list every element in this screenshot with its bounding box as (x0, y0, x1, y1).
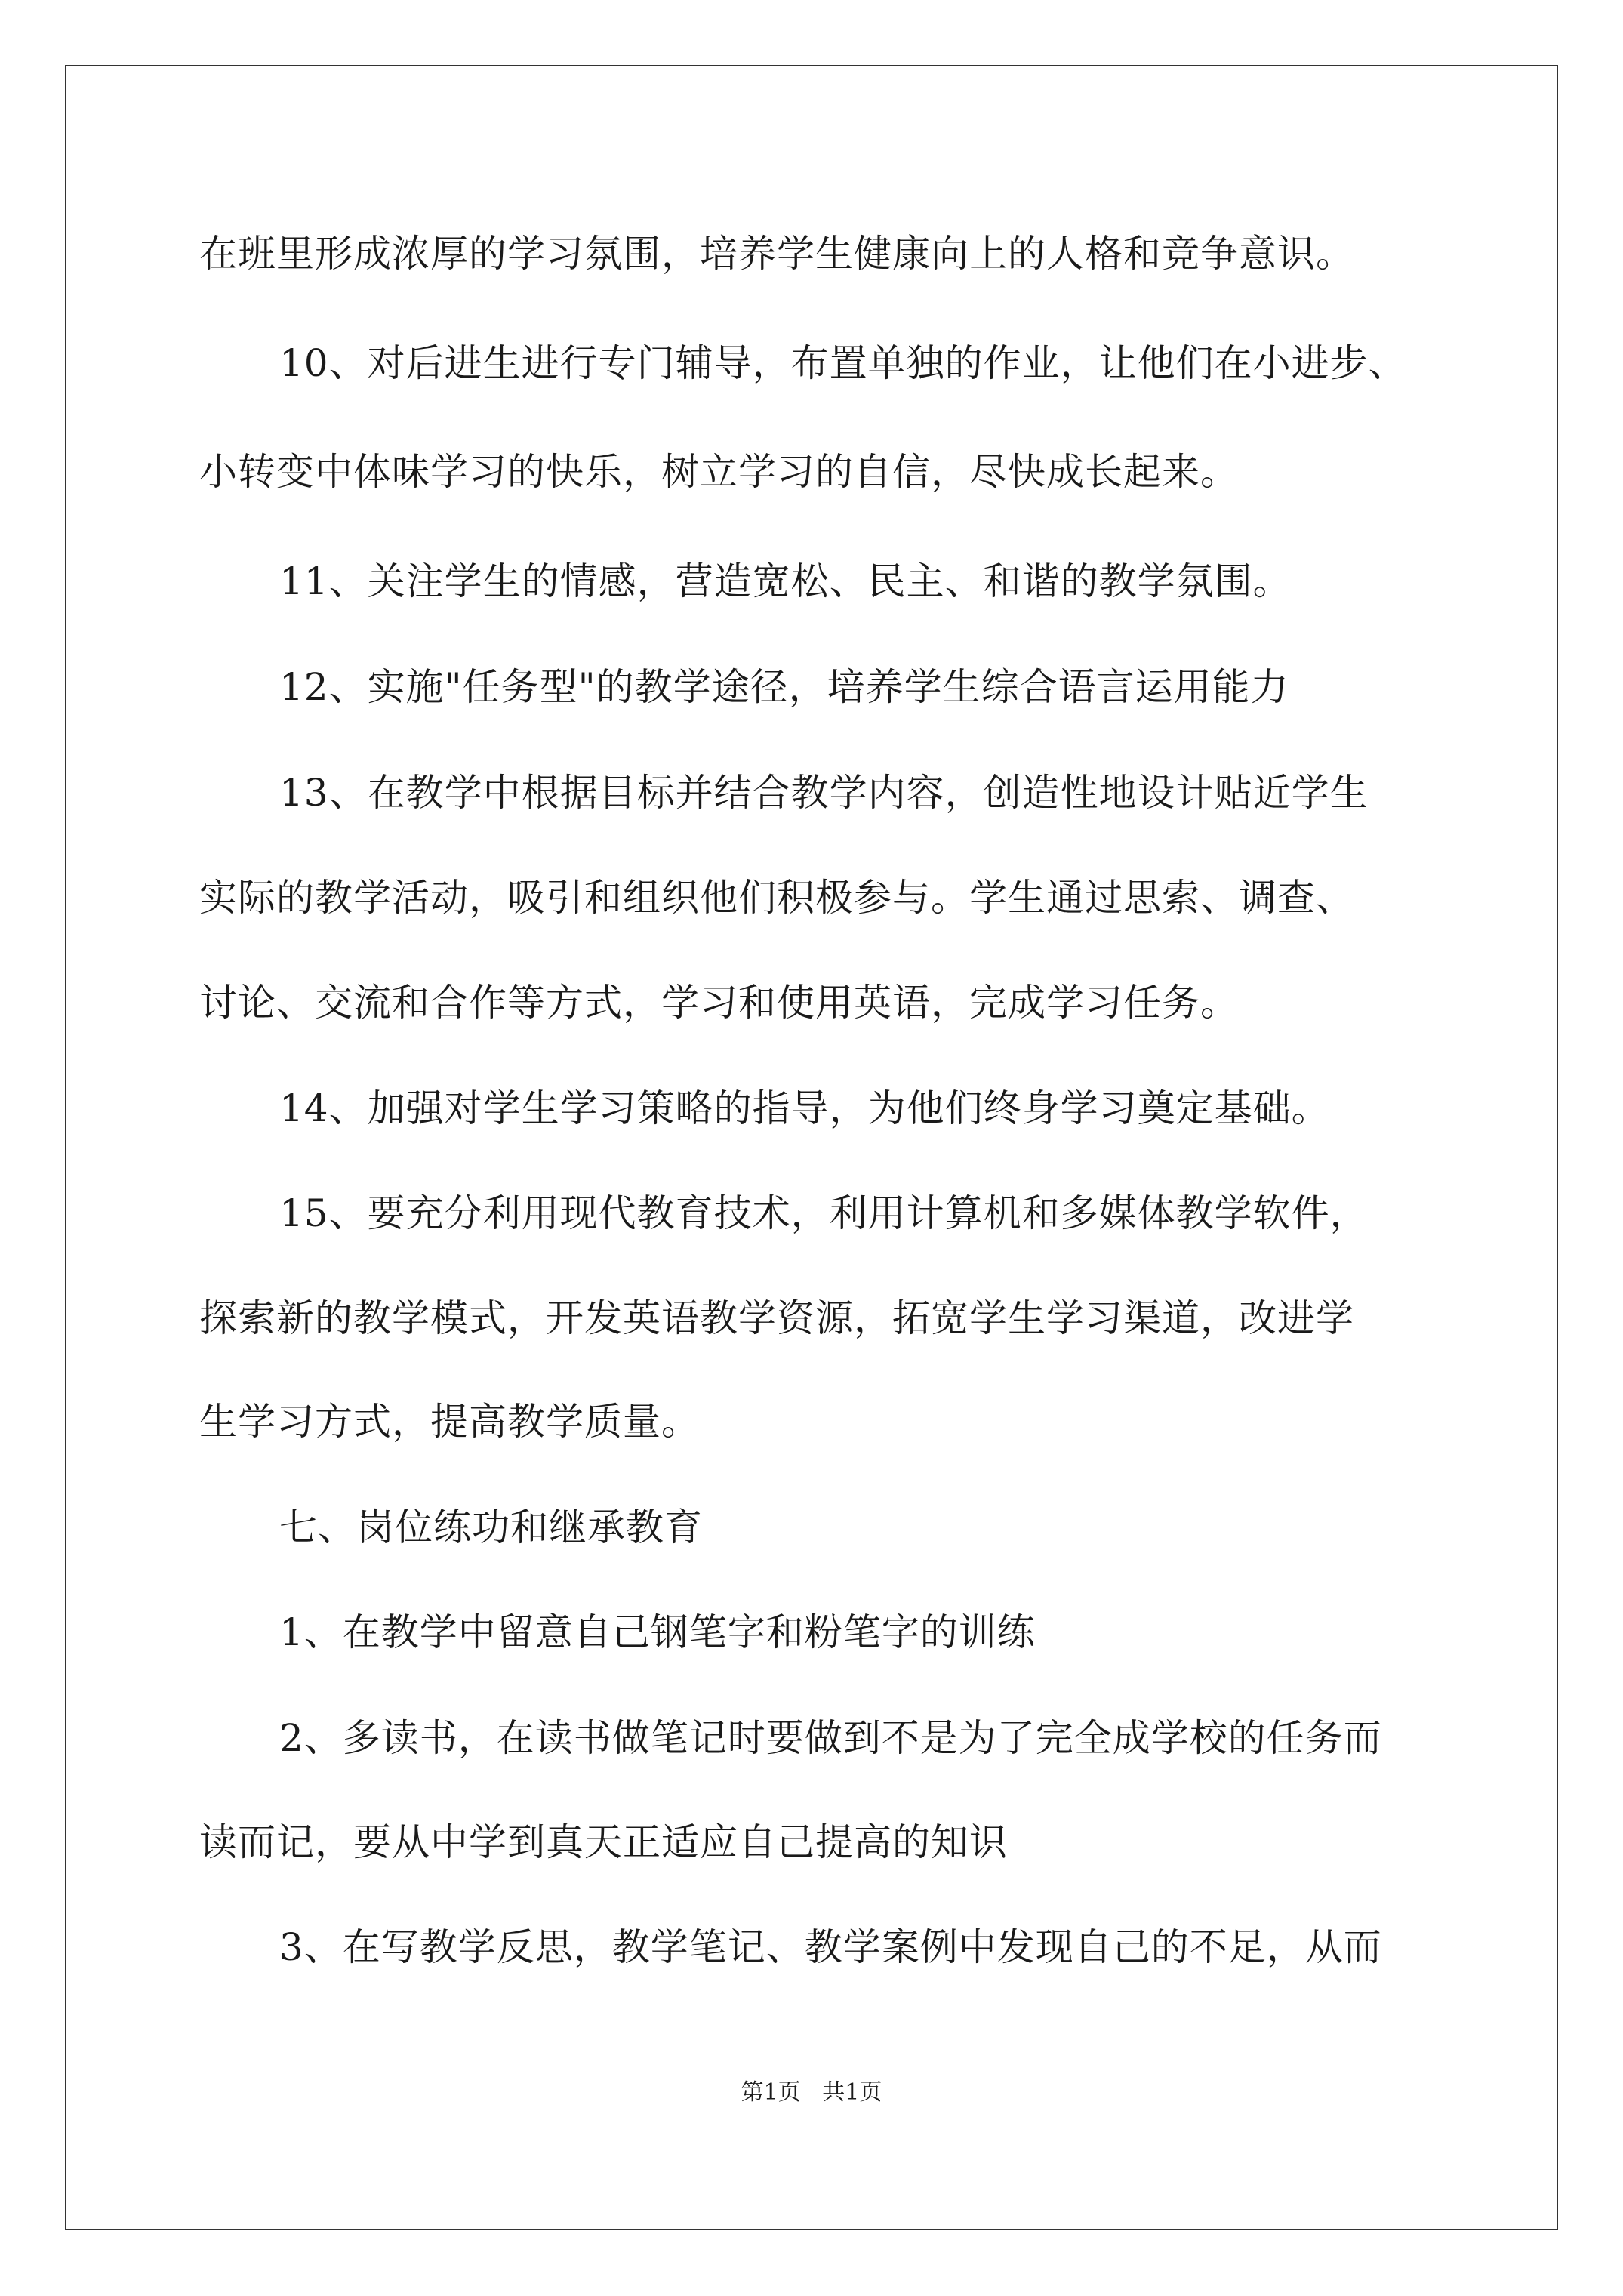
page-border (65, 65, 1558, 2230)
text-line-1: 在班里形成浓厚的学习氛围，培养学生健康向上的人格和竞争意识。 (199, 232, 1354, 276)
text-line-5: 12、实施"任务型"的教学途径，培养学生综合语言运用能力 (279, 665, 1289, 709)
text-line-14: 1、在教学中留意自己钢笔字和粉笔字的训练 (279, 1610, 1036, 1654)
text-line-8: 讨论、交流和合作等方式，学习和使用英语，完成学习任务。 (199, 981, 1239, 1025)
text-line-15: 2、多读书，在读书做笔记时要做到不是为了完全成学校的任务而 (279, 1716, 1382, 1760)
text-line-12: 生学习方式，提高教学质量。 (199, 1400, 700, 1444)
page-footer: 第1页 共1页 (741, 2079, 882, 2106)
text-line-9: 14、加强对学生学习策略的指导，为他们终身学习奠定基础。 (279, 1086, 1330, 1130)
text-line-17: 3、在写教学反思，教学笔记、教学案例中发现自己的不足，从而 (279, 1925, 1382, 1969)
text-line-3: 小转变中体味学习的快乐，树立学习的自信，尽快成长起来。 (199, 450, 1239, 494)
text-line-6: 13、在教学中根据目标并结合教学内容，创造性地设计贴近学生 (279, 771, 1369, 815)
text-line-4: 11、关注学生的情感，营造宽松、民主、和谐的教学氛围。 (279, 559, 1292, 603)
text-line-13: 七、岗位练功和继承教育 (279, 1505, 703, 1549)
text-line-2: 10、对后进生进行专门辅导，布置单独的作业，让他们在小进步、 (279, 341, 1407, 385)
text-line-7: 实际的教学活动，吸引和组织他们积极参与。学生通过思索、调查、 (199, 876, 1354, 920)
text-line-11: 探索新的教学模式，开发英语教学资源，拓宽学生学习渠道，改进学 (199, 1296, 1354, 1340)
text-line-16: 读而记，要从中学到真天正适应自己提高的知识 (199, 1820, 1008, 1864)
text-line-10: 15、要充分利用现代教育技术，利用计算机和多媒体教学软件， (279, 1191, 1369, 1235)
